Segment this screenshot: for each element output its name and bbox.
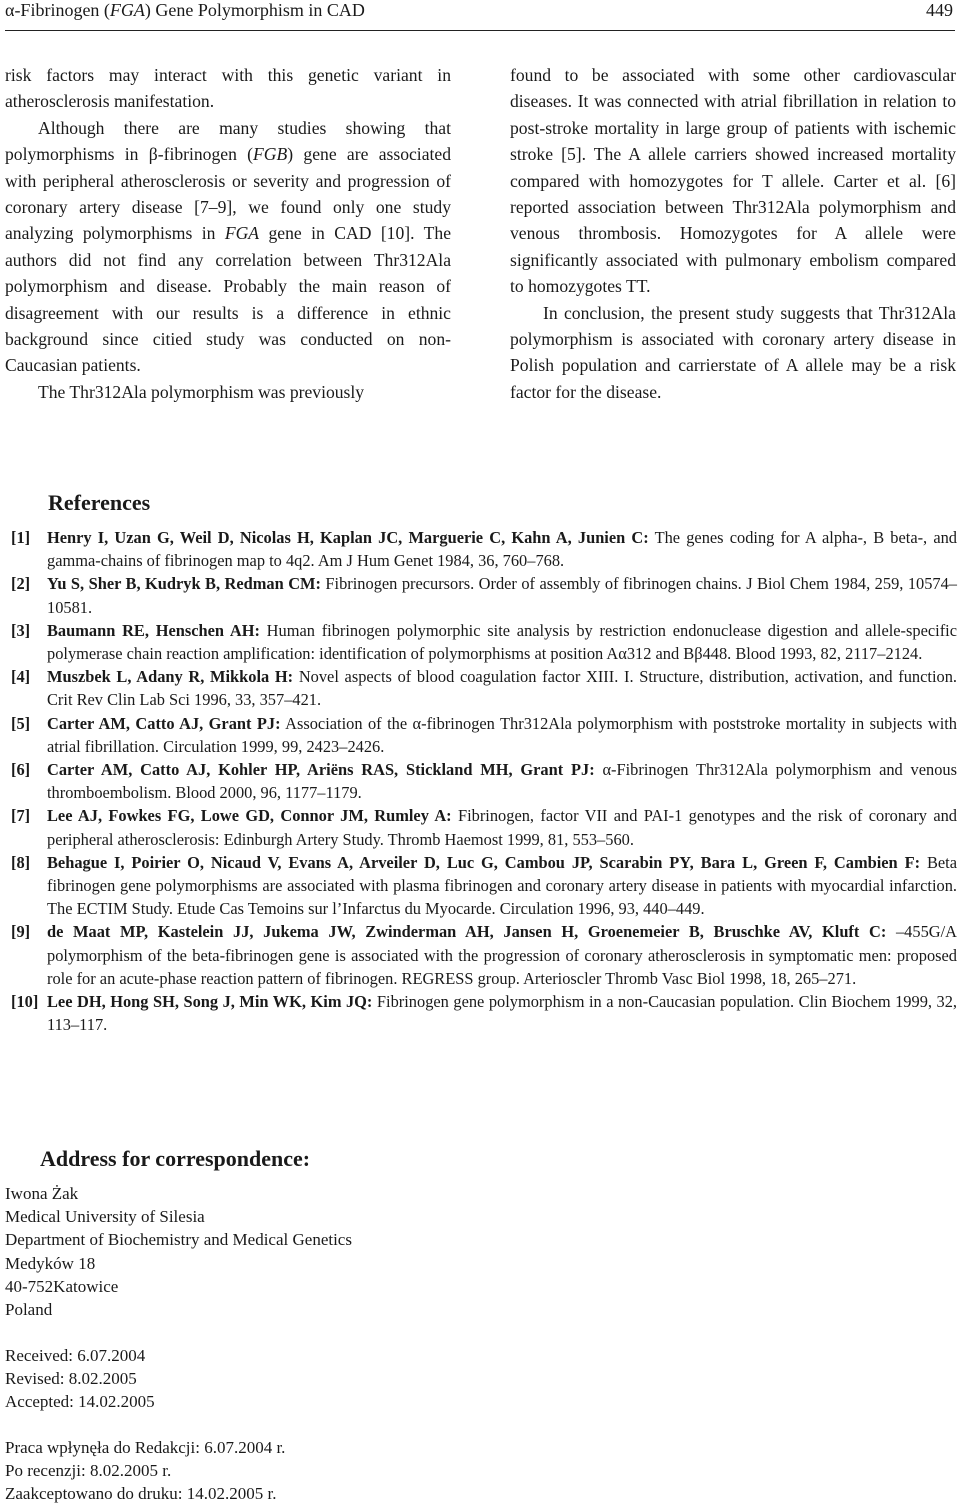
reference-text: Novel aspects of blood coagulation factor XIII. I. Structure, distribution, activation, and function. Crit Rev Clin Lab Sci 1996, 33, 357–421. [47, 667, 957, 710]
reference-number: [6] [11, 760, 31, 780]
reference-number: [10] [11, 992, 39, 1012]
correspondence-address [5, 1182, 352, 1321]
revised-date-polish: Po recenzji: 8.02.2005 r. [5, 1461, 172, 1481]
right-column [510, 62, 956, 405]
received-date-polish: Praca wpłynęła do Redakcji: 6.07.2004 r. [5, 1438, 286, 1457]
running-title [5, 0, 365, 21]
reference-authors: de Maat MP, Kastelein JJ, Jukema JW, Zwinderman AH, Jansen H, Groenemeier B, Bruschke AV, Kluft C: [47, 922, 887, 942]
reference-text: Association of the α-fibrinogen Thr312Ala polymorphism with poststroke mortality in subjects with atrial fibrillation. Circulation 1999, 99, 2423–2426. [47, 713, 957, 756]
reference-item [11, 572, 957, 618]
reference-item [11, 804, 957, 850]
reference-text: Beta fibrinogen gene polymorphisms are associated with plasma fibrinogen and coronary artery disease in patients with myocardial infarction. The ECTIM Study. Etude Cas Temoins sur l’Infarctus du Myocarde. Circulation 1996, 93, 440–449. [47, 852, 957, 919]
page-number: 449 [926, 0, 953, 20]
reference-number: [4] [11, 667, 31, 687]
running-title-gene: FGA [109, 0, 145, 20]
reference-item [11, 990, 957, 1036]
page-header [5, 0, 955, 31]
running-title-part-a: -Fibrinogen ( [14, 0, 110, 20]
left-p2-beta: β [148, 144, 158, 165]
left-p2-part-a: Although there are many studies showing that polymorphisms in [5, 117, 451, 165]
left-p2-part-c: ) gene are associated with peripheral atherosclerosis or severity and progression of coronary artery disease [7–9], we found only one study analyzing polymorphisms in [5, 144, 452, 244]
running-title-part-b: ) Gene Polymorphism in CAD [144, 0, 365, 20]
correspondence-name: Iwona Żak [5, 1184, 79, 1203]
reference-item [11, 851, 957, 921]
reference-number: [7] [11, 806, 31, 826]
reference-number: [8] [11, 852, 31, 872]
reference-text: Human fibrinogen polymorphic site analysis by restriction endonuclease digestion and allele-specific polymerase chain reaction amplification: identification of polymorphisms at position Aα312 and Bβ448. Blood 1993, 82, 2117–2124. [47, 620, 957, 664]
references-heading: References [48, 490, 151, 515]
correspondence-department: Department of Biochemistry and Medical Genetics [5, 1230, 352, 1250]
reference-number: [5] [11, 713, 31, 733]
reference-number: [3] [11, 620, 31, 640]
article-dates-polish [5, 1436, 285, 1506]
received-date: Received: 6.07.2004 [5, 1346, 146, 1365]
left-paragraph-1: risk factors may interact with this genetic variant in atherosclerosis manifestation. [5, 65, 451, 112]
correspondence-street: Medyków 18 [5, 1253, 96, 1273]
right-paragraph-1: found to be associated with some other cardiovascular diseases. It was connected with atrial fibrillation in relation to post-stroke mortality in large group of patients with ischemic stroke [5]. The A allele carriers showed increased mortality compared with homozygotes for T allele. Carter et al. [6] reported association between Thr312Ala polymorphism and venous thrombosis. Homozygotes for A allele were significantly associated with pulmonary embolism compared to homozygotes TT. [510, 65, 956, 297]
left-p2-fgb: FGB [253, 144, 288, 165]
reference-number: [2] [11, 574, 31, 594]
accepted-date-polish: Zaakceptowano do druku: 14.02.2005 r. [5, 1484, 277, 1504]
revised-date: Revised: 8.02.2005 [5, 1369, 137, 1389]
reference-authors: Lee AJ, Fowkes FG, Lowe GD, Connor JM, Rumley A: [47, 806, 452, 826]
reference-text: Fibrinogen, factor VII and PAI-1 genotypes and the risk of coronary and peripheral atherosclerosis: Edinburgh Artery Study. Thromb Haemost 1999, 81, 553–560. [47, 806, 958, 849]
reference-text: Fibrinogen gene polymorphism in a non-Caucasian population. Clin Biochem 1999, 32, 113–117. [47, 992, 957, 1035]
left-paragraph-2 [5, 115, 451, 379]
reference-item [11, 665, 957, 711]
reference-authors: Behague I, Poirier O, Nicaud V, Evans A, Arveiler D, Luc G, Cambou JP, Scarabin PY, Bara L, Green F, Cambien F: [47, 852, 921, 872]
running-title-alpha: α [5, 0, 15, 20]
correspondence-heading: Address for correspondence: [40, 1146, 311, 1171]
reference-authors: Baumann RE, Henschen AH: [47, 620, 260, 640]
left-paragraph-3: The Thr312Ala polymorphism was previously [38, 381, 365, 402]
reference-text: –455G/A polymorphism of the beta-fibrinogen gene is associated with the progression of coronary atherosclerosis in symptomatic men: proposed role for an acute-phase reaction pattern of fibrinogen. REGRESS group. Arterioscler Thromb Vasc Biol 1998, 18, 265–271. [47, 922, 957, 988]
correspondence-city: 40-752Katowice [5, 1276, 119, 1296]
reference-item [11, 758, 957, 804]
correspondence-country: Poland [5, 1300, 53, 1320]
reference-authors: Yu S, Sher B, Kudryk B, Redman CM: [47, 574, 321, 594]
reference-number: [9] [11, 922, 31, 942]
reference-item [11, 619, 957, 665]
right-paragraph-2: In conclusion, the present study suggests that Thr312Ala polymorphism is associated with coronary artery disease in Polish population and carrierstate of A allele may be a risk factor for the disease. [510, 302, 956, 402]
reference-text: Fibrinogen precursors. Order of assembly of fibrinogen chains. J Biol Chem 1984, 259, 10574–10581. [47, 574, 957, 617]
reference-number: [1] [11, 528, 31, 547]
reference-item [11, 712, 957, 758]
reference-text: The genes coding for A alpha-, B beta-, and gamma-chains of fibrinogen map to 4q2. Am J Hum Genet 1984, 36, 760–768. [47, 528, 957, 571]
article-dates [5, 1344, 155, 1414]
reference-authors: Lee DH, Hong SH, Song J, Min WK, Kim JQ: [47, 992, 373, 1012]
reference-item [11, 920, 957, 990]
left-column [5, 62, 451, 405]
accepted-date: Accepted: 14.02.2005 [5, 1392, 155, 1412]
left-p2-fga: FGA [224, 223, 260, 244]
reference-text: α-Fibrinogen Thr312Ala polymorphism and venous thromboembolism. Blood 2000, 96, 1177–1179. [47, 760, 957, 803]
reference-authors: Henry I, Uzan G, Weil D, Nicolas H, Kaplan JC, Marguerie C, Kahn A, Junien C: [47, 528, 649, 547]
references-list [11, 526, 957, 1036]
reference-item [11, 526, 957, 572]
left-p2-part-b: -fibrinogen ( [157, 144, 254, 165]
reference-authors: Muszbek L, Adany R, Mikkola H: [47, 667, 294, 687]
reference-authors: Carter AM, Catto AJ, Grant PJ: [47, 713, 281, 733]
correspondence-institution: Medical University of Silesia [5, 1207, 205, 1227]
reference-authors: Carter AM, Catto AJ, Kohler HP, Ariëns RAS, Stickland MH, Grant PJ: [47, 760, 595, 780]
left-p2-part-d: gene in CAD [10]. The authors did not find any correlation between Thr312Ala polymorphism and disease. Probably the main reason of disagreement with our results is a difference in ethnic background since citied study was conducted on non-Caucasian patients. [5, 223, 451, 376]
